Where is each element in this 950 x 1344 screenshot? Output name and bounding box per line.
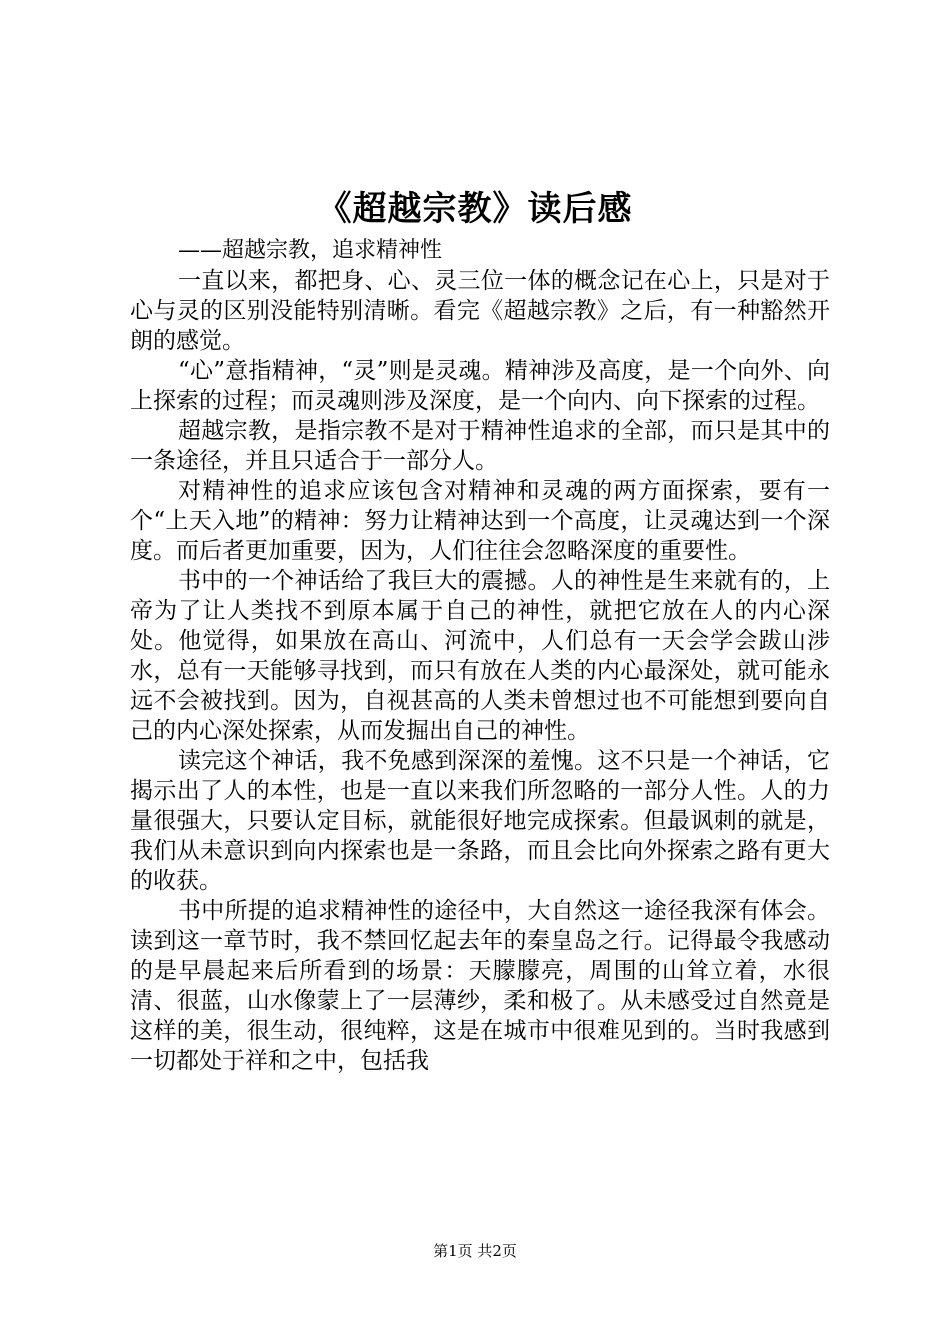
document-subtitle: ——超越宗教，追求精神性 (178, 238, 443, 263)
page-number-footer: 第1页 共2页 (433, 1242, 517, 1260)
paragraph: 超越宗教，是指宗教不是对于精神性追求的全部，而只是其中的一条途径，并且只适合于一部分人。 (130, 418, 830, 474)
paragraph: 书中的一个神话给了我巨大的震撼。人的神性是生来就有的，上帝为了让人类找不到原本属于自己的神性，就把它放在人的内心深处。他觉得，如果放在高山、河流中，人们总有一天会学会跋山涉水，总有一天能够寻找到，而只有放在人类的内心最深处，就可能永远不会被找到。因为，自视甚高的人类未曾想过也不可能想到要向自己的内心深处探索，从而发掘出自己的神性。 (130, 568, 830, 744)
paragraph: “心”意指精神，“灵”则是灵魂。精神涉及高度，是一个向外、向上探索的过程；而灵魂则涉及深度，是一个向内、向下探索的过程。 (130, 358, 830, 414)
paragraph: 一直以来，都把身、心、灵三位一体的概念记在心上，只是对于心与灵的区别没能特别清晰。看完《超越宗教》之后，有一种豁然开朗的感觉。 (130, 268, 830, 354)
paragraph: 对精神性的追求应该包含对精神和灵魂的两方面探索，要有一个“上天入地”的精神：努力让精神达到一个高度，让灵魂达到一个深度。而后者更加重要，因为，人们往往会忽略深度的重要性。 (130, 478, 830, 564)
paragraph: 书中所提的追求精神性的途径中，大自然这一途径我深有体会。读到这一章节时，我不禁回忆起去年的秦皇岛之行。记得最令我感动的是早晨起来后所看到的场景：天朦朦亮，周围的山耸立着，水很清、很蓝，山水像蒙上了一层薄纱，柔和极了。从未感受过自然竟是这样的美，很生动，很纯粹，这是在城市中很难见到的。当时我感到一切都处于祥和之中，包括我 (130, 898, 830, 1074)
paragraph: 读完这个神话，我不免感到深深的羞愧。这不只是一个神话，它揭示出了人的本性，也是一直以来我们所忽略的一部分人性。人的力量很强大，只要认定目标，就能很好地完成探索。但最讽刺的就是，我们从未意识到向内探索也是一条路，而且会比向外探索之路有更大的收获。 (130, 748, 830, 894)
document-body (130, 236, 830, 1076)
document-title: 《超越宗教》读后感 (317, 189, 633, 229)
